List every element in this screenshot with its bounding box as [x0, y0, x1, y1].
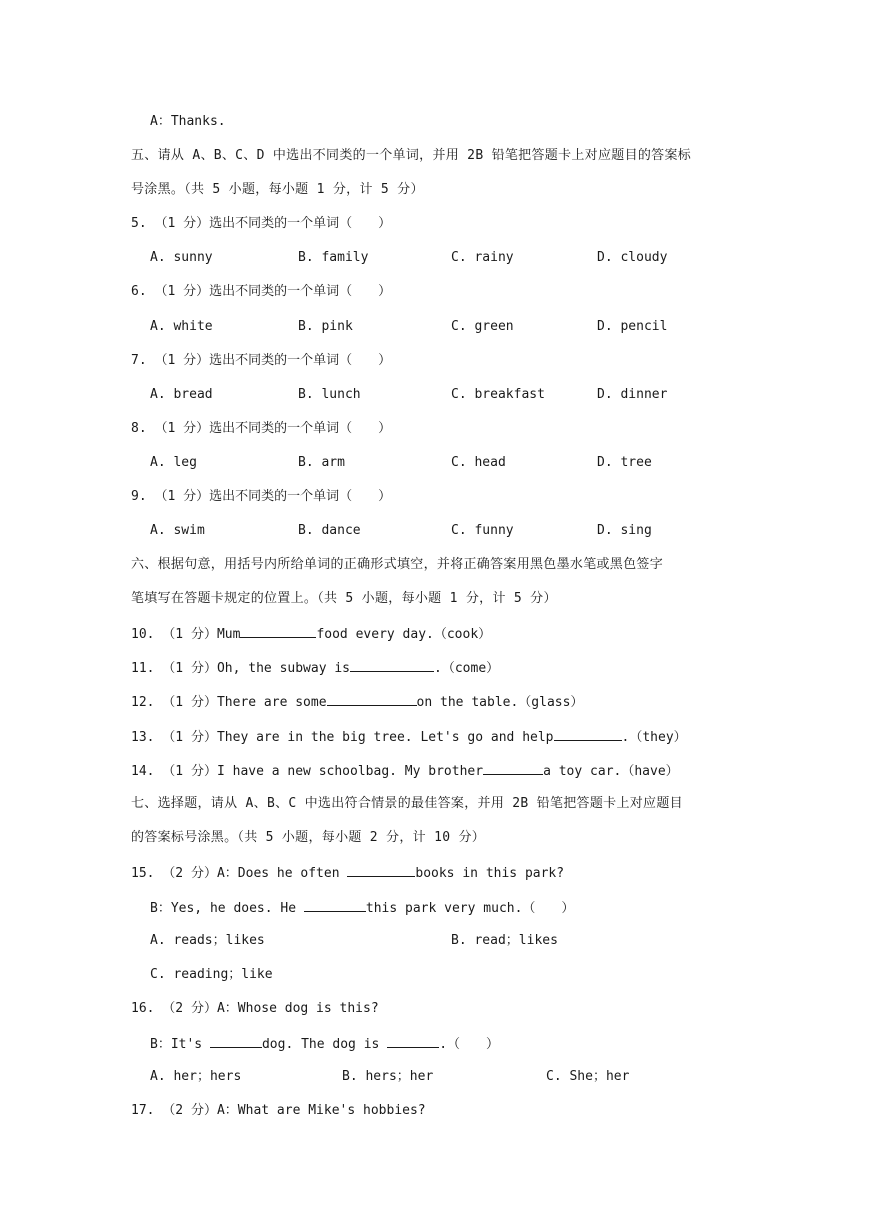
question-16-blank-2[interactable] — [387, 1034, 439, 1048]
question-17-stem: 17. （2 分）A：What are Mike's hobbies? — [131, 1103, 426, 1118]
question-15-stem — [131, 863, 564, 883]
section-5-heading-line-2: 号涂黑。（共 5 小题，每小题 1 分，计 5 分） — [131, 182, 424, 197]
question-5-option-c: C. rainy — [451, 250, 514, 265]
question-8-option-b: B. arm — [298, 455, 345, 470]
question-14-answer-blank[interactable] — [483, 761, 543, 775]
question-6-option-a: A. white — [150, 319, 213, 334]
question-10-answer-blank[interactable] — [240, 624, 316, 638]
question-16-blank-1[interactable] — [210, 1034, 262, 1048]
question-15-text-after: books in this park? — [415, 866, 565, 881]
section-6-heading-line-1: 六、根据句意，用括号内所给单词的正确形式填空，并将正确答案用黑色墨水笔或黑色签字 — [131, 557, 664, 572]
section-5-heading-line-1: 五、请从 A、B、C、D 中选出不同类的一个单词，并用 2B 铅笔把答题卡上对应题目的答案标 — [131, 148, 692, 163]
question-15-response-after: this park very much.（ ） — [365, 901, 575, 916]
question-16-option-c: C. She；her — [546, 1069, 630, 1084]
question-7-option-b: B. lunch — [298, 387, 361, 402]
question-16-stem: 16. （2 分）A：Whose dog is this? — [131, 1001, 379, 1016]
question-15-text-before: 15. （2 分）A：Does he often — [131, 866, 348, 881]
question-16-option-a: A. her；hers — [150, 1069, 242, 1084]
question-12-text-before: 12. （1 分）There are some — [131, 695, 327, 710]
section-6-heading-line-2: 笔填写在答题卡规定的位置上。（共 5 小题，每小题 1 分，计 5 分） — [131, 591, 557, 606]
question-5-option-d: D. cloudy — [597, 250, 668, 265]
section-7-heading-line-2: 的答案标号涂黑。（共 5 小题，每小题 2 分，计 10 分） — [131, 830, 486, 845]
question-15-response-before: B：Yes, he does. He — [150, 901, 304, 916]
section-7-heading-line-1: 七、选择题，请从 A、B、C 中选出符合情景的最佳答案，并用 2B 铅笔把答题卡上对应题目 — [131, 796, 683, 811]
question-8-option-d: D. tree — [597, 455, 652, 470]
question-8-stem: 8. （1 分）选出不同类的一个单词（ ） — [131, 421, 392, 436]
question-11-answer-blank[interactable] — [350, 658, 434, 672]
question-9-stem: 9. （1 分）选出不同类的一个单词（ ） — [131, 489, 392, 504]
question-16-response-after: .（ ） — [439, 1037, 500, 1052]
question-10 — [131, 624, 491, 644]
question-10-text-before: 10. （1 分）Mum — [131, 627, 241, 642]
question-9-option-c: C. funny — [451, 523, 514, 538]
question-9-option-a: A. swim — [150, 523, 205, 538]
question-15-option-b: B. read；likes — [451, 933, 558, 948]
question-7-option-a: A. bread — [150, 387, 213, 402]
question-15-option-a: A. reads；likes — [150, 933, 265, 948]
question-8-option-a: A. leg — [150, 455, 197, 470]
question-11-text-after: .（come） — [434, 661, 500, 676]
question-5-option-a: A. sunny — [150, 250, 213, 265]
question-14 — [131, 761, 679, 781]
question-16-response-before: B：It's — [150, 1037, 210, 1052]
question-9-option-d: D. sing — [597, 523, 652, 538]
question-10-text-after: food every day.（cook） — [316, 627, 492, 642]
question-12 — [131, 692, 583, 712]
question-14-text-before: 14. （1 分）I have a new schoolbag. My brother — [131, 764, 484, 779]
question-6-option-c: C. green — [451, 319, 514, 334]
question-15-blank-2[interactable] — [304, 898, 366, 912]
question-7-option-c: C. breakfast — [451, 387, 545, 402]
question-5-option-b: B. family — [298, 250, 369, 265]
question-13 — [131, 727, 687, 747]
question-15-response — [150, 898, 574, 918]
question-12-text-after: on the table.（glass） — [416, 695, 584, 710]
question-16-option-b: B. hers；her — [342, 1069, 434, 1084]
question-15-option-c: C. reading；like — [150, 967, 273, 982]
question-7-stem: 7. （1 分）选出不同类的一个单词（ ） — [131, 353, 392, 368]
question-15-blank-1[interactable] — [347, 863, 415, 877]
question-6-stem: 6. （1 分）选出不同类的一个单词（ ） — [131, 284, 392, 299]
question-12-answer-blank[interactable] — [327, 692, 417, 706]
question-16-response — [150, 1034, 499, 1054]
question-6-option-b: B. pink — [298, 319, 353, 334]
question-11-text-before: 11. （1 分）Oh, the subway is — [131, 661, 351, 676]
previous-answer-line: A：Thanks. — [150, 114, 226, 129]
question-13-text-before: 13. （1 分）They are in the big tree. Let's go and help — [131, 730, 554, 745]
question-8-option-c: C. head — [451, 455, 506, 470]
question-6-option-d: D. pencil — [597, 319, 668, 334]
question-7-option-d: D. dinner — [597, 387, 668, 402]
question-13-text-after: .（they） — [621, 730, 687, 745]
question-16-response-middle: dog. The dog is — [261, 1037, 388, 1052]
question-13-answer-blank[interactable] — [554, 727, 622, 741]
question-9-option-b: B. dance — [298, 523, 361, 538]
question-5-stem: 5. （1 分）选出不同类的一个单词（ ） — [131, 216, 392, 231]
question-11 — [131, 658, 499, 678]
question-14-text-after: a toy car.（have） — [543, 764, 679, 779]
